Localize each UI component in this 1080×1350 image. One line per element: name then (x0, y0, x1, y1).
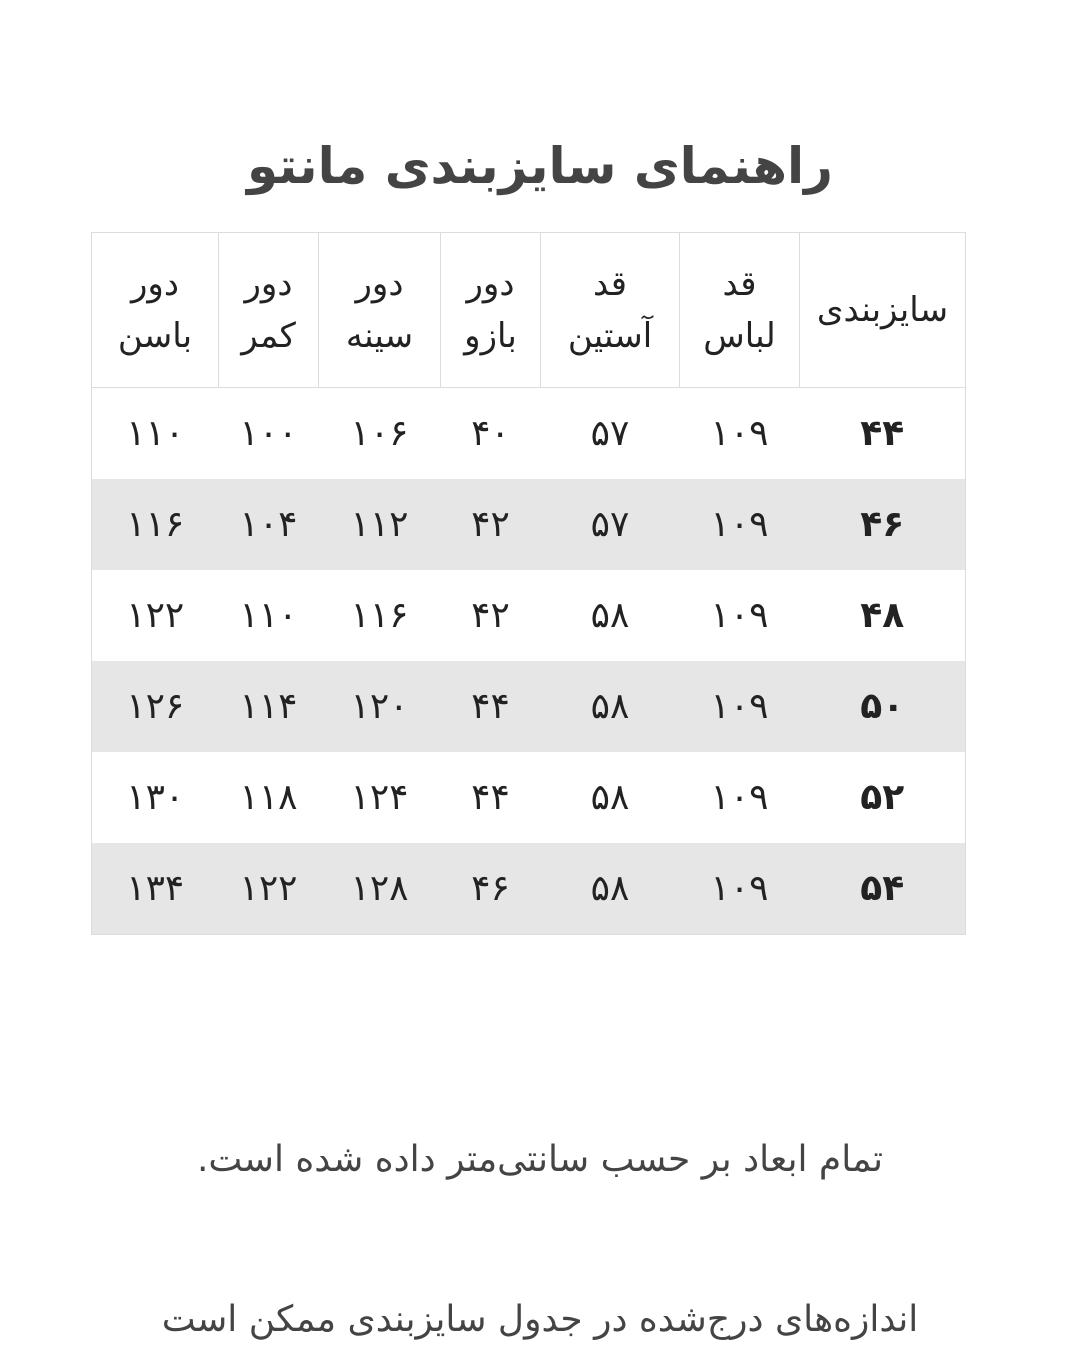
table-cell: ۱۱۰ (239, 595, 298, 636)
table-cell: ۱۱۰ (126, 413, 185, 454)
table-cell: ۱۲۴ (350, 777, 409, 818)
table-cell: ۴۸ (860, 595, 905, 636)
header-waist-circumference: دور کمر (219, 233, 319, 388)
table-cell: ۱۰۹ (710, 413, 769, 454)
table-cell: ۱۲۶ (92, 661, 219, 752)
table-cell: ۴۲ (471, 595, 510, 636)
table-header-row (92, 233, 966, 388)
table-cell: ۴۴ (860, 413, 905, 454)
table-cell: ۵۸ (590, 595, 630, 636)
header-arm-circumference: دور بازو (441, 233, 541, 388)
size-guide-table (91, 232, 966, 935)
header-dress-length: قد لباس (680, 233, 800, 388)
table-cell: ۴۴ (471, 777, 510, 818)
header-sleeve-length: قد آستین (541, 233, 680, 388)
table-cell: ۵۷ (590, 413, 630, 454)
table-cell: ۱۰۶ (350, 413, 409, 454)
table-cell: ۴۶ (800, 479, 966, 570)
table-row (92, 661, 966, 752)
table-row (92, 843, 966, 935)
table-cell: ۱۲۸ (319, 843, 441, 935)
table-cell: ۱۰۰ (239, 413, 298, 454)
header-hip-circumference: دور باسن (92, 233, 219, 388)
header-chest-circumference: دور سینه (319, 233, 441, 388)
table-cell: ۱۰۴ (219, 479, 319, 570)
table-cell: ۱۰۹ (710, 777, 769, 818)
table-cell: ۵۰ (800, 661, 966, 752)
header-size: سایزبندی (800, 233, 966, 388)
disclaimer-note: اندازه‌های درج‌شده در جدول سایزبندی ممکن است (161, 1299, 919, 1340)
table-cell: ۱۲۲ (126, 595, 185, 636)
table-cell: ۴۲ (441, 479, 541, 570)
table-cell: ۵۸ (590, 777, 630, 818)
table-cell: ۱۱۸ (239, 777, 298, 818)
table-cell: ۱۱۶ (92, 479, 219, 570)
table-cell: ۱۳۴ (92, 843, 219, 935)
table-cell: ۱۳۰ (126, 777, 185, 818)
table-cell: ۱۰۹ (680, 479, 800, 570)
table-cell: ۱۲۲ (219, 843, 319, 935)
table-cell: ۵۲ (860, 777, 905, 818)
table-cell: ۱۰۹ (710, 595, 769, 636)
table-cell: ۱۱۲ (319, 479, 441, 570)
table-cell: ۱۲۰ (319, 661, 441, 752)
table-row (92, 570, 966, 661)
table-row (92, 388, 966, 480)
page-title: راهنمای سایزبندی مانتو (247, 136, 833, 195)
units-note: تمام ابعاد بر حسب سانتی‌متر داده شده است. (196, 1139, 884, 1180)
table-cell: ۴۶ (441, 843, 541, 935)
table-cell: ۵۴ (800, 843, 966, 935)
table-cell: ۱۱۴ (219, 661, 319, 752)
table-cell: ۵۸ (541, 843, 680, 935)
table-cell: ۴۴ (441, 661, 541, 752)
table-cell: ۱۱۶ (350, 595, 409, 636)
table-cell: ۵۷ (541, 479, 680, 570)
table-cell: ۴۰ (471, 413, 510, 454)
table-row (92, 752, 966, 843)
table-cell: ۱۰۹ (680, 661, 800, 752)
table-row (92, 479, 966, 570)
table-cell: ۵۸ (541, 661, 680, 752)
table-cell: ۱۰۹ (680, 843, 800, 935)
